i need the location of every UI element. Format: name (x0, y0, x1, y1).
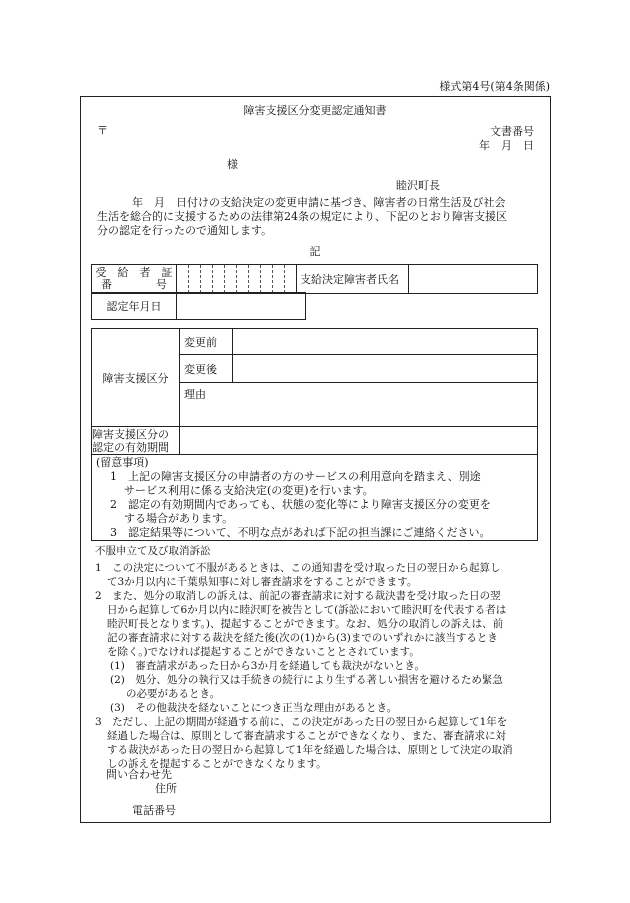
appeal-line: (2) 処分、処分の執行又は手続きの続行により生ずる著しい損害を避けるため緊急 (110, 674, 503, 686)
recipient-table (91, 264, 538, 294)
before-value[interactable] (233, 329, 538, 355)
appeal-line: 2 また、処分の取消しの訴えは、前記の審査請求に対する裁決書を受け取った日の翌 (95, 590, 501, 602)
recipient-digit-box[interactable] (285, 265, 297, 294)
category-label: 障害支援区分 (92, 329, 180, 427)
note-line: する場合があります。 (124, 512, 234, 525)
cert-date-table (91, 292, 306, 320)
after-value[interactable] (233, 355, 538, 383)
appeal-heading: 不服申立て及び取消訴訟 (95, 545, 211, 557)
issuer-mayor: 睦沢町長 (396, 179, 440, 192)
inquiry-label: 問い合わせ先 (106, 768, 172, 781)
notes-box (92, 455, 538, 541)
recipient-digit-box[interactable] (261, 265, 273, 294)
phone-label: 電話番号 (132, 804, 176, 817)
appeal-line: しの訴えを提起することができなくなります。 (107, 758, 327, 770)
ki-marker: 記 (309, 245, 321, 258)
reason-cell[interactable] (180, 383, 538, 427)
note-line: サービス利用に係る支給決定(の変更)を行います。 (124, 484, 374, 497)
body-line-2: 生活を総合的に支援するための法律第24条の規定により、下記のとおり障害支援区 (97, 210, 507, 223)
address-label: 住所 (155, 782, 177, 795)
appeal-line: を除く。)でなければ提起することができないこととされています。 (107, 646, 420, 658)
after-label: 変更後 (180, 355, 233, 383)
note-line: 3 認定結果等について、不明な点があれば下記の担当課にご連絡ください。 (110, 526, 491, 539)
appeal-line: て3か月以内に千葉県知事に対し審査請求をすることができます。 (107, 576, 418, 588)
recipient-digit-box[interactable] (273, 265, 285, 294)
body-line-1: 年 月 日付けの支給決定の変更申請に基づき、障害者の日常生活及び社会 (132, 196, 506, 209)
appeal-line: 経過した場合は、原則として審査請求することができなくなり、また、審査請求に対 (107, 730, 506, 742)
appeal-line: 睦沢町長となります。)、提起することができます。なお、処分の取消しの訴えは、前 (107, 618, 504, 630)
recipient-digit-box[interactable] (225, 265, 237, 294)
recipient-digit-box[interactable] (237, 265, 249, 294)
postal-mark: 〒 (97, 124, 108, 137)
recipient-digit-box[interactable] (201, 265, 213, 294)
recipient-digit-box[interactable] (189, 265, 201, 294)
appeal-line: 1 この決定について不服があるときは、この通知書を受け取った日の翌日から起算し (95, 562, 501, 574)
appeal-line: 3 ただし、上記の期間が経過する前に、この決定があった日の翌日から起算して1年を (95, 716, 508, 728)
decision-name-value[interactable] (409, 265, 538, 294)
decision-name-label: 支給決定障害者氏名 (297, 265, 409, 294)
validity-label: 障害支援区分の 認定の有効期間 (92, 427, 180, 455)
validity-value[interactable] (180, 427, 538, 455)
date-label: 年 月 日 (479, 139, 534, 152)
document-title: 障害支援区分変更認定通知書 (243, 104, 387, 117)
recipient-digit-box[interactable] (177, 265, 189, 294)
before-label: 変更前 (180, 329, 233, 355)
appeal-line: (3) その他裁決を経ないことにつき正当な理由があるとき。 (110, 702, 398, 714)
cert-date-value[interactable] (177, 293, 306, 320)
recipient-number-label: 受 給 者 証 番 号 (92, 265, 177, 294)
appeal-line: 記の審査請求に対する裁決を経た後(次の(1)から(3)までのいずれかに該当するとき (107, 632, 498, 644)
recipient-digit-box[interactable] (249, 265, 261, 294)
recipient-digit-box[interactable] (213, 265, 225, 294)
notes-heading: (留意事項) (96, 456, 149, 469)
reason-label: 理由 (184, 388, 206, 401)
note-line: 1 上記の障害支援区分の申請者の方のサービスの利用意向を踏まえ、別途 (110, 470, 481, 483)
note-line: 2 認定の有効期間内であっても、状態の変化等により障害支援区分の変更を (110, 498, 491, 511)
honorific-sama: 様 (227, 158, 238, 171)
body-line-3: 分の認定を行ったので通知します。 (97, 224, 273, 237)
appeal-line: する裁決があった日の翌日から起算して1年を経過した場合は、原則として決定の取消 (107, 744, 513, 756)
appeal-line: 日から起算して6か月以内に睦沢町を被告として(訴訟において睦沢町を代表する者は (107, 604, 507, 616)
appeal-line: の必要があるとき。 (126, 688, 221, 700)
appeal-line: (1) 審査請求があった日から3か月を経過しても裁決がないとき。 (110, 660, 426, 672)
form-number-label: 様式第4号(第4条関係) (439, 80, 550, 93)
category-table (91, 328, 538, 541)
cert-date-label: 認定年月日 (92, 293, 177, 320)
document-number-label: 文書番号 (490, 125, 534, 138)
